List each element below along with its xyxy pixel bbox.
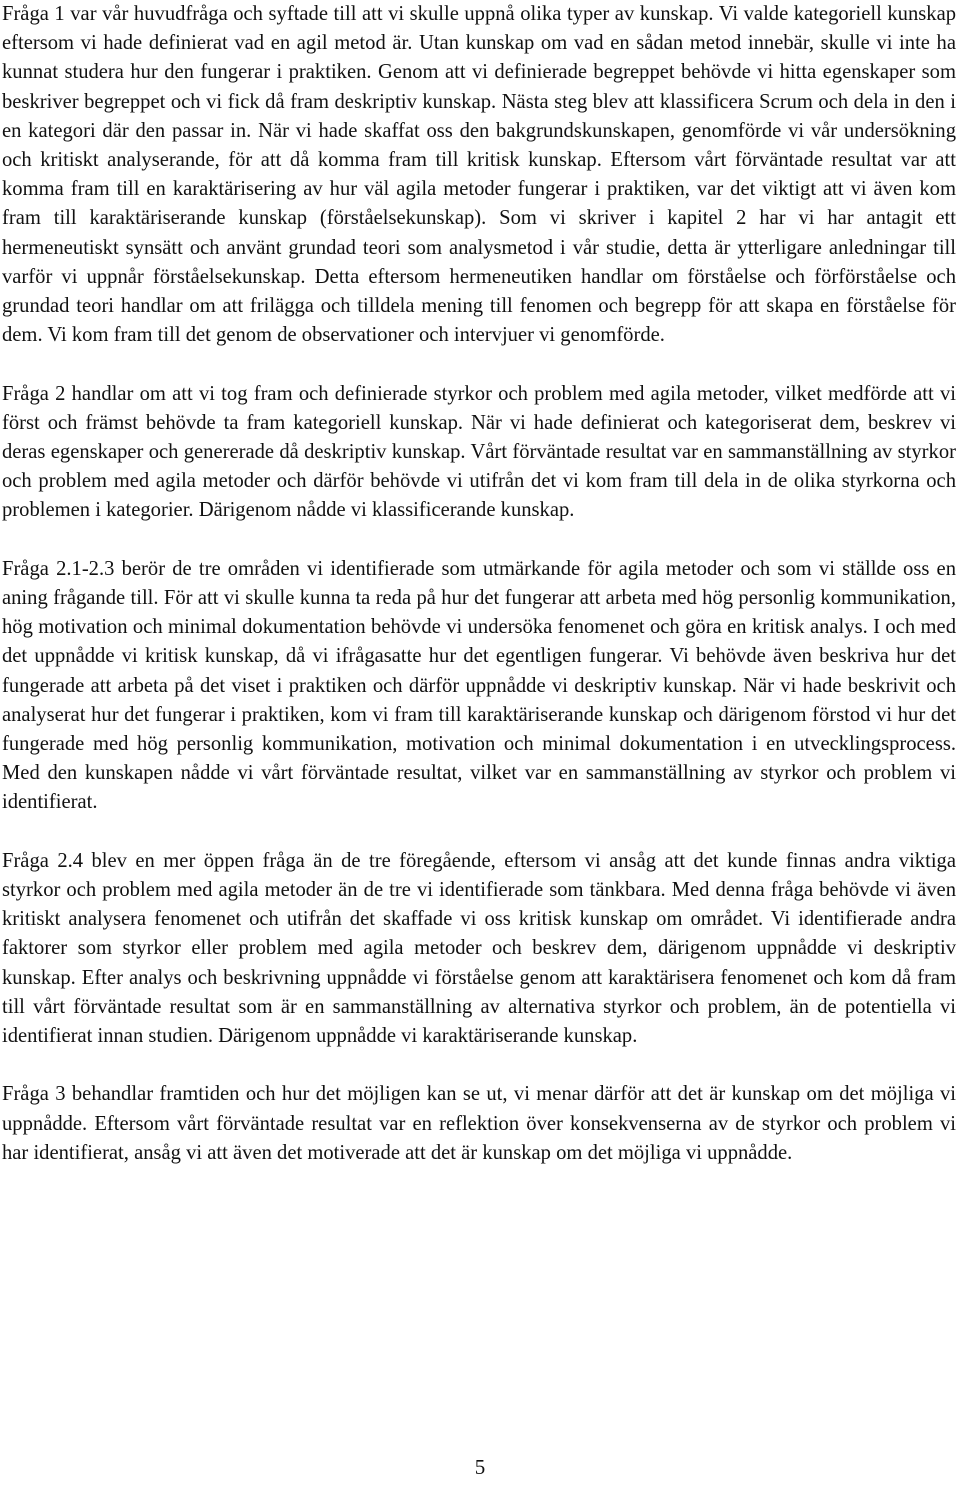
page-number: 5 [474,1455,486,1479]
paragraph-question-3: Fråga 3 behandlar framtiden och hur det möjligen kan se ut, vi menar därför att det är kunskap om det möjliga vi uppnådde. Eftersom vårt förväntade resultat var en reflektion över konsekvenserna av de styrkor och problem vi har identifierat, ansåg vi att även det motiverade att det är kunskap om det möjliga vi uppnådde. [2,1083,956,1164]
paragraph-question-2-4: Fråga 2.4 blev en mer öppen fråga än de tre föregående, eftersom vi ansåg att det kunde finnas andra viktiga styrkor och problem med agila metoder än de tre vi identifierade som tänkbara. Med denna fråga behövde vi även kritiskt analysera fenomenet och utifrån det skaffade vi oss kritisk kunskap om området. Vi identifierade andra faktorer som styrkor eller problem med agila metoder och beskrev dem, därigenom uppnådde vi deskriptiv kunskap. Efter analys och beskrivning uppnådde vi förståelse genom att karaktärisera fenomenet och kom då fram till vårt förväntade resultat som är en sammanställning av alternativa styrkor och problem, än de potentiella vi identifierat innan studien. Därigenom uppnådde vi karaktäriserande kunskap. [2,849,956,1048]
paragraph-question-1: Fråga 1 var vår huvudfråga och syftade till att vi skulle uppnå olika typer av kunskap. Vi valde kategoriell kunskap eftersom vi hade definierat vad en agil metod är. Utan kunskap om vad en sådan metod innebär, skulle vi inte ha kunnat studera hur den fungerar i praktiken. Genom att vi definierade begreppet behövde vi hitta egenskaper som beskriver begreppet och vi fick då fram deskriptiv kunskap. Nästa steg blev att klassificera Scrum och dela in den i en kategori där den passar in. När vi hade skaffat oss den bakgrundskunskapen, genomförde vi vår undersökning och kritiskt analyserande, för att då komma fram till kritisk kunskap. Eftersom vårt förväntade resultat var att komma fram till en karaktärisering av hur väl agila metoder fungerar i praktiken, var det viktigt att vi även kom fram till karaktäriserande kunskap (förståelsekunskap). Som vi skriver i kapitel 2 har vi har antagit ett hermeneutiskt synsätt och använt grundad teori som analysmetod i vår studie, detta är ytterligare anledningar till varför vi uppnår förståelsekunskap. Detta eftersom hermeneutiken handlar om förståelse och förförståelse och grundad teori handlar om att frilägga och tilldela mening till fenomen och begrepp för att skapa en förståelse för dem. Vi kom fram till det genom de observationer och intervjuer vi genomförde. [2,3,956,347]
document-body [2,0,956,1197]
paragraph-question-2-1-2-3: Fråga 2.1-2.3 berör de tre områden vi identifierade som utmärkande för agila metoder och som vi ställde oss en aning frågande till. För att vi skulle kunna ta reda på hur det fungerar att arbeta med hög personlig kommunikation, hög motivation och minimal dokumentation behövde vi undersöka fenomenet och göra en kritisk analys. I och med det uppnådde vi kritisk kunskap, då vi ifrågasatte hur det egentligen fungerar. Vi behövde även beskriva hur det fungerade att arbeta på det viset i praktiken och därför uppnådde vi deskriptiv kunskap. När vi hade beskrivit och analyserat hur det fungerar i praktiken, kom vi fram till karaktäriserande kunskap och därigenom förstod vi hur det fungerade med hög personlig kommunikation, motivation och minimal dokumentation i en utvecklingsprocess. Med den kunskapen nådde vi vårt förväntade resultat, vilket var en sammanställning av styrkor och problem vi identifierat. [2,557,956,814]
paragraph-question-2: Fråga 2 handlar om att vi tog fram och definierade styrkor och problem med agila metoder, vilket medförde att vi först och främst behövde ta fram kategoriell kunskap. När vi hade definierat och kategoriserat dem, beskrev vi deras egenskaper och genererade då deskriptiv kunskap. Vårt förväntade resultat var en sammanställning av styrkor och problem med agila metoder och därför behövde vi utifrån det vi kom fram till dela in de olika styrkorna och problemen i kategorier. Därigenom nådde vi klassificerande kunskap. [2,382,956,522]
